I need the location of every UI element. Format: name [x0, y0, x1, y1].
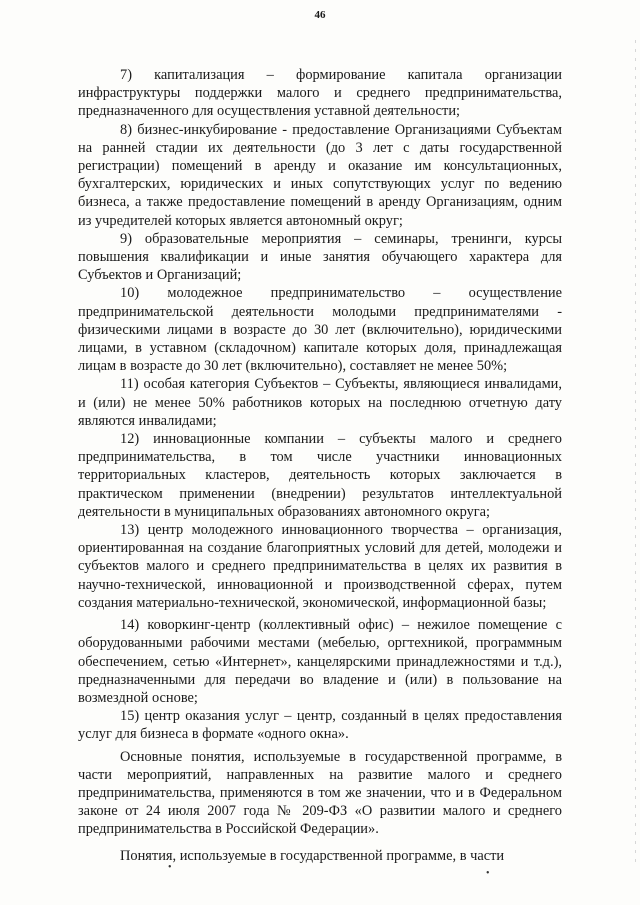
scan-speck: •: [486, 868, 490, 879]
paragraph-item-15: 15) центр оказания услуг – центр, созданный в целях предоставления услуг для бизнеса в формате «одного окна».: [78, 708, 562, 743]
paragraph-item-14: 14) коворкинг-центр (коллективный офис) – нежилое помещение с оборудованными рабочими местами (мебелью, оргтехникой, программным обеспечением, сетью «Интернет», канцелярскими принадлежностями и т.д.), предназначенными для передачи во владение и (или) в пользование на возмездной основе;: [78, 617, 562, 706]
paragraph-item-11: 11) особая категория Субъектов – Субъекты, являющиеся инвалидами, и (или) не менее 50% работников которых на последнюю отчетную дату являются инвалидами;: [78, 376, 562, 429]
scan-speck: •: [168, 862, 172, 873]
paragraph-item-12: 12) инновационные компании – субъекты малого и среднего предпринимательства, в том числе участники инновационных территориальных кластеров, деятельность которых заключается в практическом применении (внедрении) результатов интеллектуальной деятельности в муниципальных образованиях автономного округа;: [78, 431, 562, 520]
paragraph-item-8: 8) бизнес-инкубирование - предоставление Организациями Субъектам на ранней стадии их деятельности (до 3 лет с даты государственной регистрации) помещений в аренду и оказание им консультационных, бухгалтерских, юридических и иных сопутствующих услуг по ведению бизнеса, а также предоставление помещений в аренду Организациям, одним из учредителей которых является автономный округ;: [78, 121, 562, 229]
paragraph-basic-concepts: Основные понятия, используемые в государственной программе, в части мероприятий, направленных на развитие малого и среднего предпринимательства, применяются в том же значении, что и в Федеральном законе от 24 июля 2007 года № 209-ФЗ «О развитии малого и среднего предпринимательства в Российской Федерации».: [78, 748, 562, 838]
document-body: [78, 66, 562, 865]
page-number: 46: [314, 9, 326, 21]
paragraph-item-10: 10) молодежное предпринимательство – осуществление предпринимательской деятельности молодыми предпринимателями - физическими лицами в возрасте до 30 лет (включительно), юридическими лицами, в уставном (складочном) капитале которых доля, принадлежащая лицам в возрасте до 30 лет (включительно), составляет не менее 50%;: [78, 285, 562, 375]
scan-edge: [635, 40, 636, 865]
paragraph-item-7: 7) капитализация – формирование капитала организации инфраструктуры поддержки малого и среднего предпринимательства, предназначенного для осуществления уставной деятельности;: [78, 67, 562, 120]
paragraph-concepts-continued: Понятия, используемые в государственной программе, в части: [120, 847, 505, 864]
paragraph-item-13: 13) центр молодежного инновационного творчества – организация, ориентированная на создание благоприятных условий для детей, молодежи и субъектов малого и среднего предпринимательства в целях их развития в научно-технической, инновационной и производственной сферах, путем создания материально-технической, экономической, информационной базы;: [78, 522, 562, 611]
paragraph-item-9: 9) образовательные мероприятия – семинары, тренинги, курсы повышения квалификации и иные занятия обучающего характера для Субъектов и Организаций;: [78, 230, 562, 284]
